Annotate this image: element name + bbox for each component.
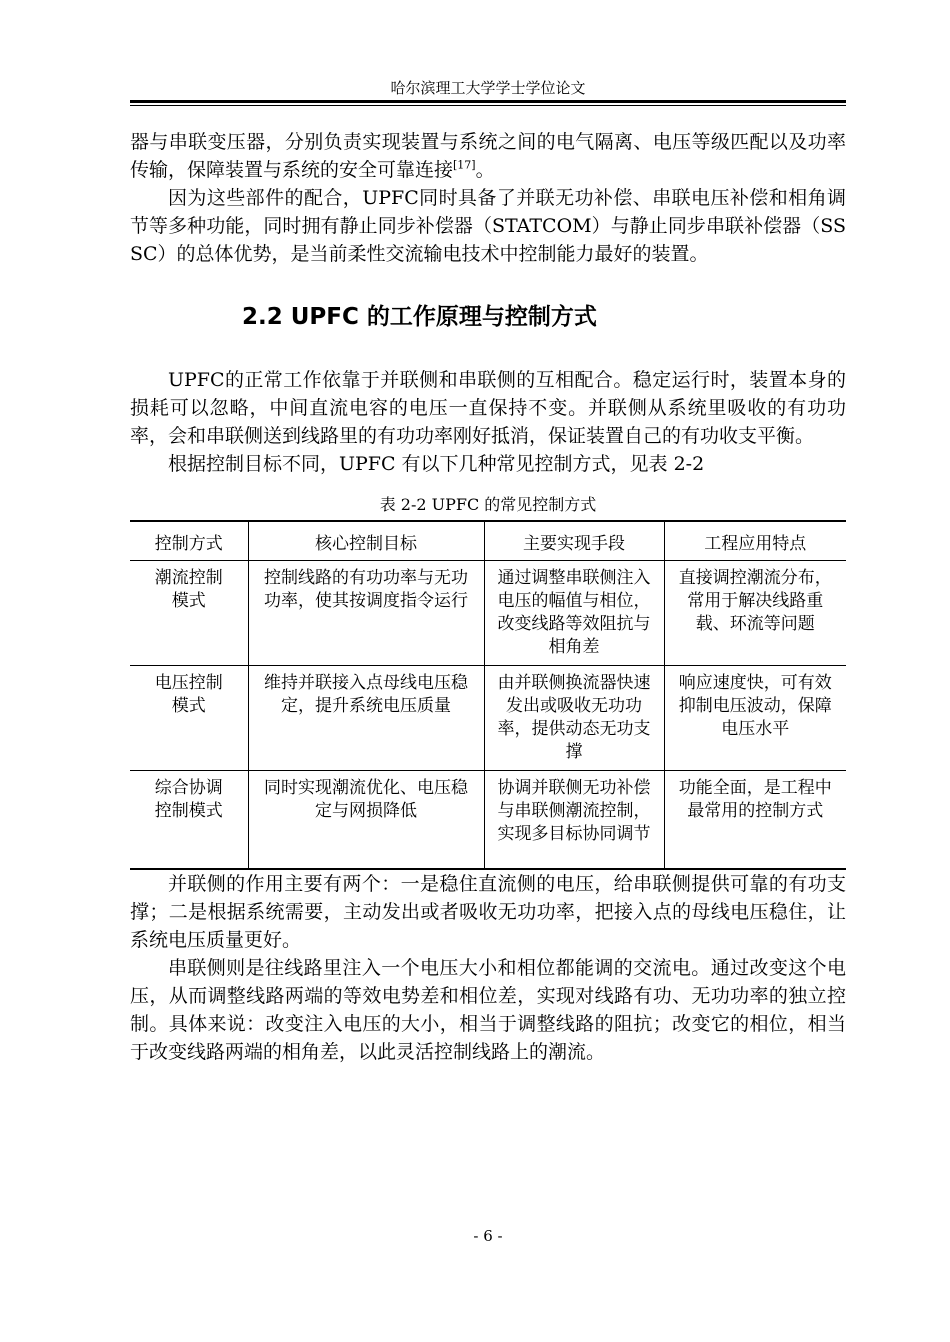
paragraph-continued bbox=[130, 128, 846, 184]
table-header-cell: 工程应用特点 bbox=[664, 521, 846, 561]
header-rule-thick bbox=[130, 100, 846, 103]
header-rule-thin bbox=[130, 105, 846, 106]
table-row bbox=[130, 666, 846, 771]
table-cell: 协调并联侧无功补偿与串联侧潮流控制，实现多目标协同调节 bbox=[484, 771, 664, 869]
table-header-cell: 主要实现手段 bbox=[484, 521, 664, 561]
paragraph: 因为这些部件的配合，UPFC同时具备了并联无功补偿、串联电压补偿和相角调节等多种功能，同时拥有静止同步补偿器（STATCOM）与静止同步串联补偿器（SSSC）的总体优势，是当前柔性交流输电技术中控制能力最好的装置。 bbox=[130, 187, 846, 265]
table-cell: 电压控制模式 bbox=[130, 666, 248, 771]
paragraph-text: 器与串联变压器，分别负责实现装置与系统之间的电气隔离、电压等级匹配以及功率传输，保障装置与系统的安全可靠连接 bbox=[130, 131, 846, 181]
table-caption: 表 2-2 UPFC 的常见控制方式 bbox=[379, 495, 597, 514]
table-cell: 维持并联接入点母线电压稳定，提升系统电压质量 bbox=[248, 666, 484, 771]
table-row bbox=[130, 561, 846, 666]
control-modes-table bbox=[130, 520, 846, 870]
table-header-row bbox=[130, 521, 846, 561]
table-cell: 潮流控制模式 bbox=[130, 561, 248, 666]
paragraph: 并联侧的作用主要有两个：一是稳住直流侧的电压，给串联侧提供可靠的有功支撑；二是根据系统需要，主动发出或者吸收无功功率，把接入点的母线电压稳住，让系统电压质量更好。 bbox=[130, 872, 846, 951]
page-number: - 6 - bbox=[473, 1227, 503, 1245]
table-row bbox=[130, 771, 846, 869]
page-body bbox=[130, 128, 846, 1066]
table-header-cell: 核心控制目标 bbox=[248, 521, 484, 561]
paragraph-end: 。 bbox=[475, 159, 495, 181]
section-heading: 2.2 UPFC 的工作原理与控制方式 bbox=[242, 304, 597, 330]
table-cell: 综合协调控制模式 bbox=[154, 778, 223, 821]
table-cell: 响应速度快，可有效抑制电压波动，保障电压水平 bbox=[664, 666, 846, 771]
table-cell: 直接调控潮流分布，常用于解决线路重载、环流等问题 bbox=[664, 561, 846, 666]
table-cell: 功能全面，是工程中最常用的控制方式 bbox=[664, 771, 846, 869]
table-cell: 通过调整串联侧注入电压的幅值与相位，改变线路等效阻抗与相角差 bbox=[484, 561, 664, 666]
paragraph: 串联侧则是往线路里注入一个电压大小和相位都能调的交流电。通过改变这个电压，从而调整线路两端的等效电势差和相位差，实现对线路有功、无功功率的独立控制。具体来说：改变注入电压的大小，相当于调整线路的阻抗；改变它的相位，相当于改变线路两端的相角差，以此灵活控制线路上的潮流。 bbox=[130, 956, 846, 1063]
table-cell: 同时实现潮流优化、电压稳定与网损降低 bbox=[248, 771, 484, 869]
citation-ref: [17] bbox=[453, 158, 476, 172]
paragraph: 根据控制目标不同，UPFC 有以下几种常见控制方式，见表 2-2 bbox=[168, 453, 705, 475]
table-cell: 由并联侧换流器快速发出或吸收无功功率，提供动态无功支撑 bbox=[484, 666, 664, 771]
paragraph: UPFC的正常工作依靠于并联侧和串联侧的互相配合。稳定运行时，装置本身的损耗可以忽略，中间直流电容的电压一直保持不变。并联侧从系统里吸收的有功功率，会和串联侧送到线路里的有功功率刚好抵消，保证装置自己的有功收支平衡。 bbox=[130, 369, 846, 447]
running-header: 哈尔滨理工大学学士学位论文 bbox=[390, 79, 586, 97]
table-header-cell: 控制方式 bbox=[130, 521, 248, 561]
table-cell: 控制线路的有功功率与无功功率，使其按调度指令运行 bbox=[248, 561, 484, 666]
